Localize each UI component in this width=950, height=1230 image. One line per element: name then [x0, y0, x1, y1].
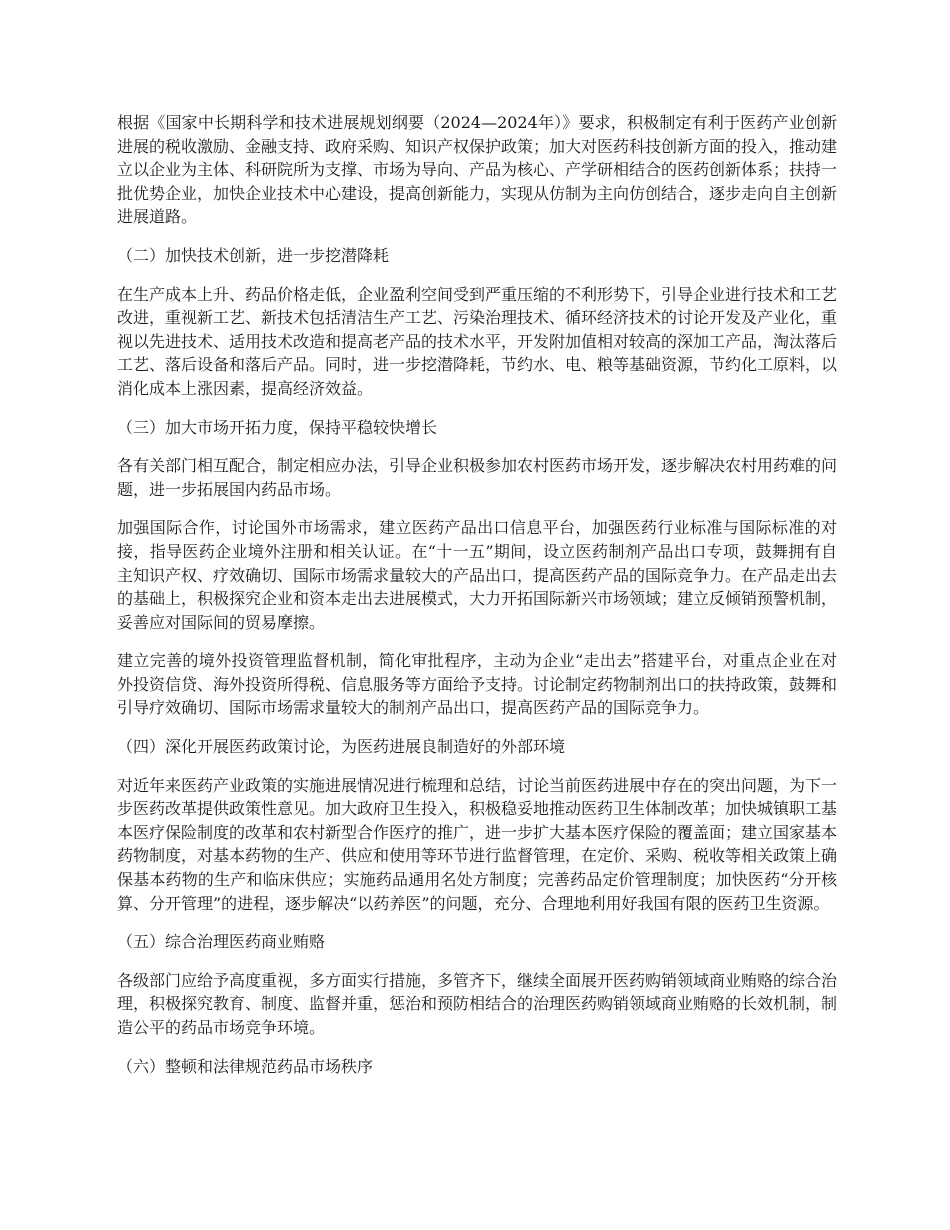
section-heading-4: （四）深化开展医药政策讨论，为医药进展良制造好的外部环境: [117, 737, 566, 757]
section-heading-3: （三）加大市场开拓力度，保持平稳较快增长: [117, 417, 438, 437]
paragraph-policy-support: 根据《国家中长期科学和技术进展规划纲要（2024—2024年）》要求，积极制定有利于医药产业创新进展的税收激励、金融支持、政府采购、知识产权保护政策；加大对医药科技创新方面的投入，推动建立以企业为主体、科研院所为支撑、市场为导向、产品为核心、产学研相结合的医药创新体系；扶持一批优势企业，加快企业技术中心建设，提高创新能力，实现从仿制为主向仿创结合，逐步走向自主创新进展道路。: [117, 113, 838, 227]
paragraph-policy-research: 对近年来医药产业政策的实施进展情况进行梳理和总结，讨论当前医药进展中存在的突出问题，为下一步医药改革提供政策性意见。加大政府卫生投入，积极稳妥地推动医药卫生体制改革；加快城镇职工基本医疗保险制度的改革和农村新型合作医疗的推广，进一步扩大基本医疗保险的覆盖面；建立国家基本药物制度，对基本药物的生产、供应和使用等环节进行监督管理，在定价、采购、税收等相关政策上确保基本药物的生产和临床供应；实施药品通用名处方制度；完善药品定价管理制度；加快医药“分开核算、分开管理”的进程，逐步解决“以药养医”的问题，充分、合理地利用好我国有限的医药卫生资源。: [117, 775, 838, 913]
paragraph-overseas-investment: 建立完善的境外投资管理监督机制，简化审批程序，主动为企业“走出去”搭建平台，对重点企业在对外投资信贷、海外投资所得税、信息服务等方面给予支持。讨论制定药物制剂出口的扶持政策，鼓舞和引导疗效确切、国际市场需求量较大的制剂产品出口，提高医药产品的国际竞争力。: [117, 651, 838, 718]
paragraph-rural-market: 各有关部门相互配合，制定相应办法，引导企业积极参加农村医药市场开发，逐步解决农村用药难的问题，进一步拓展国内药品市场。: [117, 456, 838, 499]
section-heading-6: （六）整顿和法律规范药品市场秩序: [117, 1056, 374, 1076]
paragraph-tech-innovation: 在生产成本上升、药品价格走低，企业盈利空间受到严重压缩的不利形势下，引导企业进行技术和工艺改进，重视新工艺、新技术包括清洁生产工艺、污染治理技术、循环经济技术的讨论开发及产业化，重视以先进技术、适用技术改造和提高老产品的技术水平，开发附加值相对较高的深加工产品，淘汰落后工艺、落后设备和落后产品。同时，进一步挖潜降耗，节约水、电、粮等基础资源，节约化工原料，以消化成本上涨因素，提高经济效益。: [117, 284, 838, 398]
document-page: [117, 111, 837, 1093]
section-heading-5: （五）综合治理医药商业贿赂: [117, 932, 326, 952]
paragraph-international-cooperation: 加强国际合作，讨论国外市场需求，建立医药产品出口信息平台，加强医药行业标准与国际标准的对接，指导医药企业境外注册和相关认证。在“十一五”期间，设立医药制剂产品出口专项，鼓舞拥有自主知识产权、疗效确切、国际市场需求量较大的产品出口，提高医药产品的国际竞争力。在产品走出去的基础上，积极探究企业和资本走出去进展模式，大力开拓国际新兴市场领域；建立反倾销预警机制，妥善应对国际间的贸易摩擦。: [117, 518, 838, 632]
section-heading-2: （二）加快技术创新，进一步挖潜降耗: [117, 245, 390, 265]
paragraph-anti-bribery: 各级部门应给予高度重视，多方面实行措施，多管齐下，继续全面展开医药购销领域商业贿赂的综合治理，积极探究教育、制度、监督并重，惩治和预防相结合的治理医药购销领域商业贿赂的长效机制，制造公平的药品市场竞争环境。: [117, 970, 838, 1037]
